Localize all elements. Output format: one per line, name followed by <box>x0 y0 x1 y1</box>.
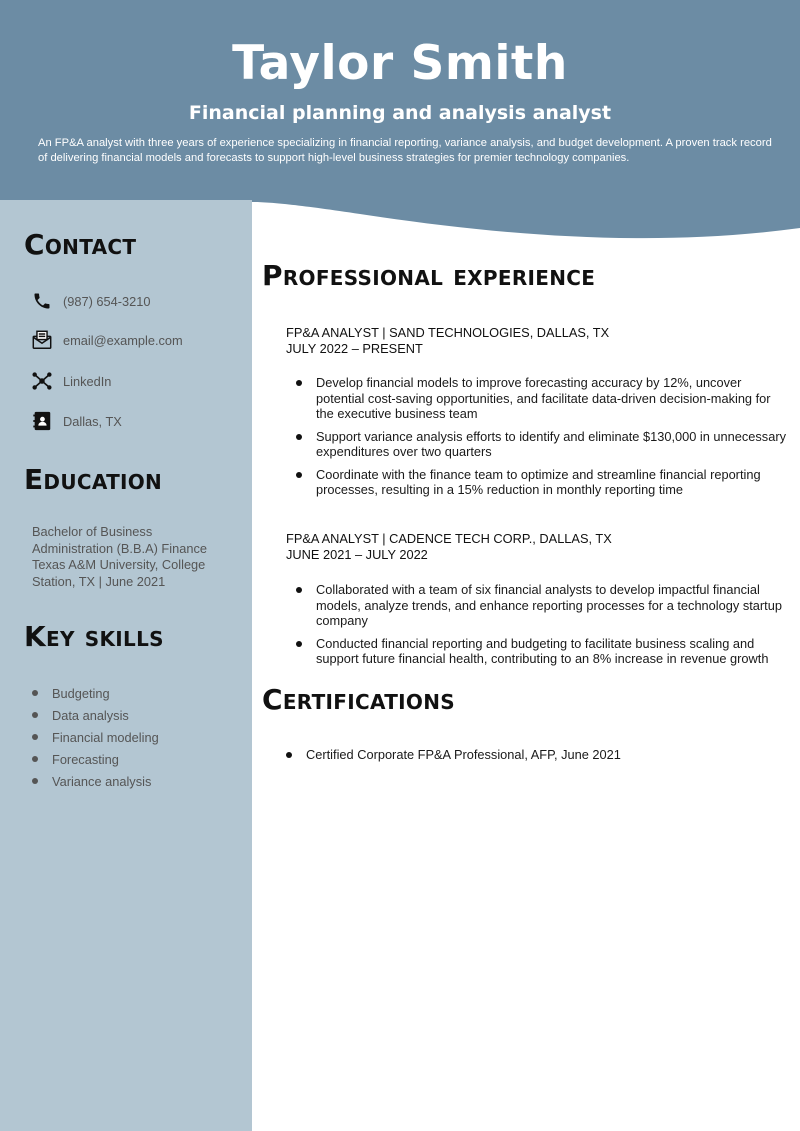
summary: An FP&A analyst with three years of experience specializing in financial reporting, variance analysis, and budget development. A proven track record of delivering financial models and forecasts to support high-level business strategies for premier technology companies. <box>38 137 772 164</box>
address-book-icon <box>30 409 54 433</box>
bullet-icon <box>286 752 292 758</box>
job-1-header <box>286 325 609 357</box>
skills-list <box>32 682 159 792</box>
list-item <box>296 582 786 629</box>
phone-icon <box>30 289 54 313</box>
bullet-icon <box>32 734 38 740</box>
network-icon <box>30 369 54 393</box>
bullet-icon <box>32 690 38 696</box>
candidate-role: Financial planning and analysis analyst <box>188 102 612 124</box>
list-item <box>286 747 776 763</box>
contact-phone <box>30 288 151 314</box>
job-2-header <box>286 531 612 563</box>
skill-item <box>32 726 159 748</box>
bullet-icon <box>296 380 302 386</box>
skill-item <box>32 748 159 770</box>
education-line: Texas A&M University, College <box>32 557 206 572</box>
job-1-dates: JULY 2022 – PRESENT <box>286 341 423 356</box>
contact-location-text: Dallas, TX <box>63 413 122 429</box>
list-item <box>296 467 786 498</box>
certification-text: Certified Corporate FP&A Professional, AFP, June 2021 <box>306 747 621 762</box>
contact-location <box>30 408 122 434</box>
job-1-title: FP&A ANALYST | SAND TECHNOLOGIES, DALLAS, TX <box>286 325 610 340</box>
skill-text: Forecasting <box>52 751 119 767</box>
education-line: Administration (B.B.A) Finance <box>32 540 207 556</box>
skill-text: Financial modeling <box>52 729 159 745</box>
bullet-icon <box>296 472 302 478</box>
bullet-text: Support variance analysis efforts to identify and eliminate $130,000 in unnecessary expenditures over two quarters <box>316 428 786 459</box>
bullet-icon <box>296 434 302 440</box>
certifications-list <box>286 747 776 770</box>
certifications-title: Certifications <box>262 683 455 716</box>
skill-item <box>32 704 159 726</box>
experience-title: Professional experience <box>262 259 596 292</box>
contact-title: Contact <box>24 228 137 261</box>
education-line: Station, TX | June 2021 <box>32 573 166 589</box>
job-2-title: FP&A ANALYST | CADENCE TECH CORP., DALLAS, TX <box>286 531 612 546</box>
contact-linkedin-text: LinkedIn <box>63 373 112 389</box>
bullet-text: Develop financial models to improve forecasting accuracy by 12%, uncover potential cost-saving opportunities, and facilitate data-driven decision-making for the executive business team <box>316 375 771 421</box>
skill-text: Data analysis <box>52 707 129 723</box>
list-item <box>296 429 786 460</box>
list-item <box>296 375 786 422</box>
contact-phone-text: (987) 654-3210 <box>63 293 151 309</box>
candidate-name: Taylor Smith <box>232 36 568 91</box>
job-1-bullets <box>296 375 786 505</box>
bullet-icon <box>32 778 38 784</box>
skill-text: Budgeting <box>52 685 110 701</box>
envelope-icon <box>30 328 54 352</box>
contact-linkedin <box>30 368 111 394</box>
skill-item <box>32 682 159 704</box>
bullet-icon <box>32 712 38 718</box>
contact-email-text: email@example.com <box>63 332 183 348</box>
education-title: Education <box>24 463 163 496</box>
skill-item <box>32 770 159 792</box>
bullet-text: Conducted financial reporting and budgeting to facilitate business scaling and support future financial health, contributing to an 8% increase in revenue growth <box>316 635 769 666</box>
list-item <box>296 636 786 667</box>
education-line: Bachelor of Business <box>32 524 153 539</box>
bullet-text: Coordinate with the finance team to optimize and streamline financial reporting processes, resulting in a 15% reduction in monthly reporting time <box>316 466 761 497</box>
bullet-icon <box>32 756 38 762</box>
job-2-dates: JUNE 2021 – JULY 2022 <box>286 547 428 562</box>
contact-email <box>30 327 183 353</box>
job-2-bullets <box>296 582 786 674</box>
skills-title: Key skills <box>24 620 164 653</box>
bullet-icon <box>296 587 302 593</box>
education-details <box>32 524 232 590</box>
bullet-text: Collaborated with a team of six financial analysts to develop impactful financial models, analyze trends, and enhance reporting processes for a technology startup company <box>316 582 782 628</box>
bullet-icon <box>296 641 302 647</box>
skill-text: Variance analysis <box>52 773 152 789</box>
